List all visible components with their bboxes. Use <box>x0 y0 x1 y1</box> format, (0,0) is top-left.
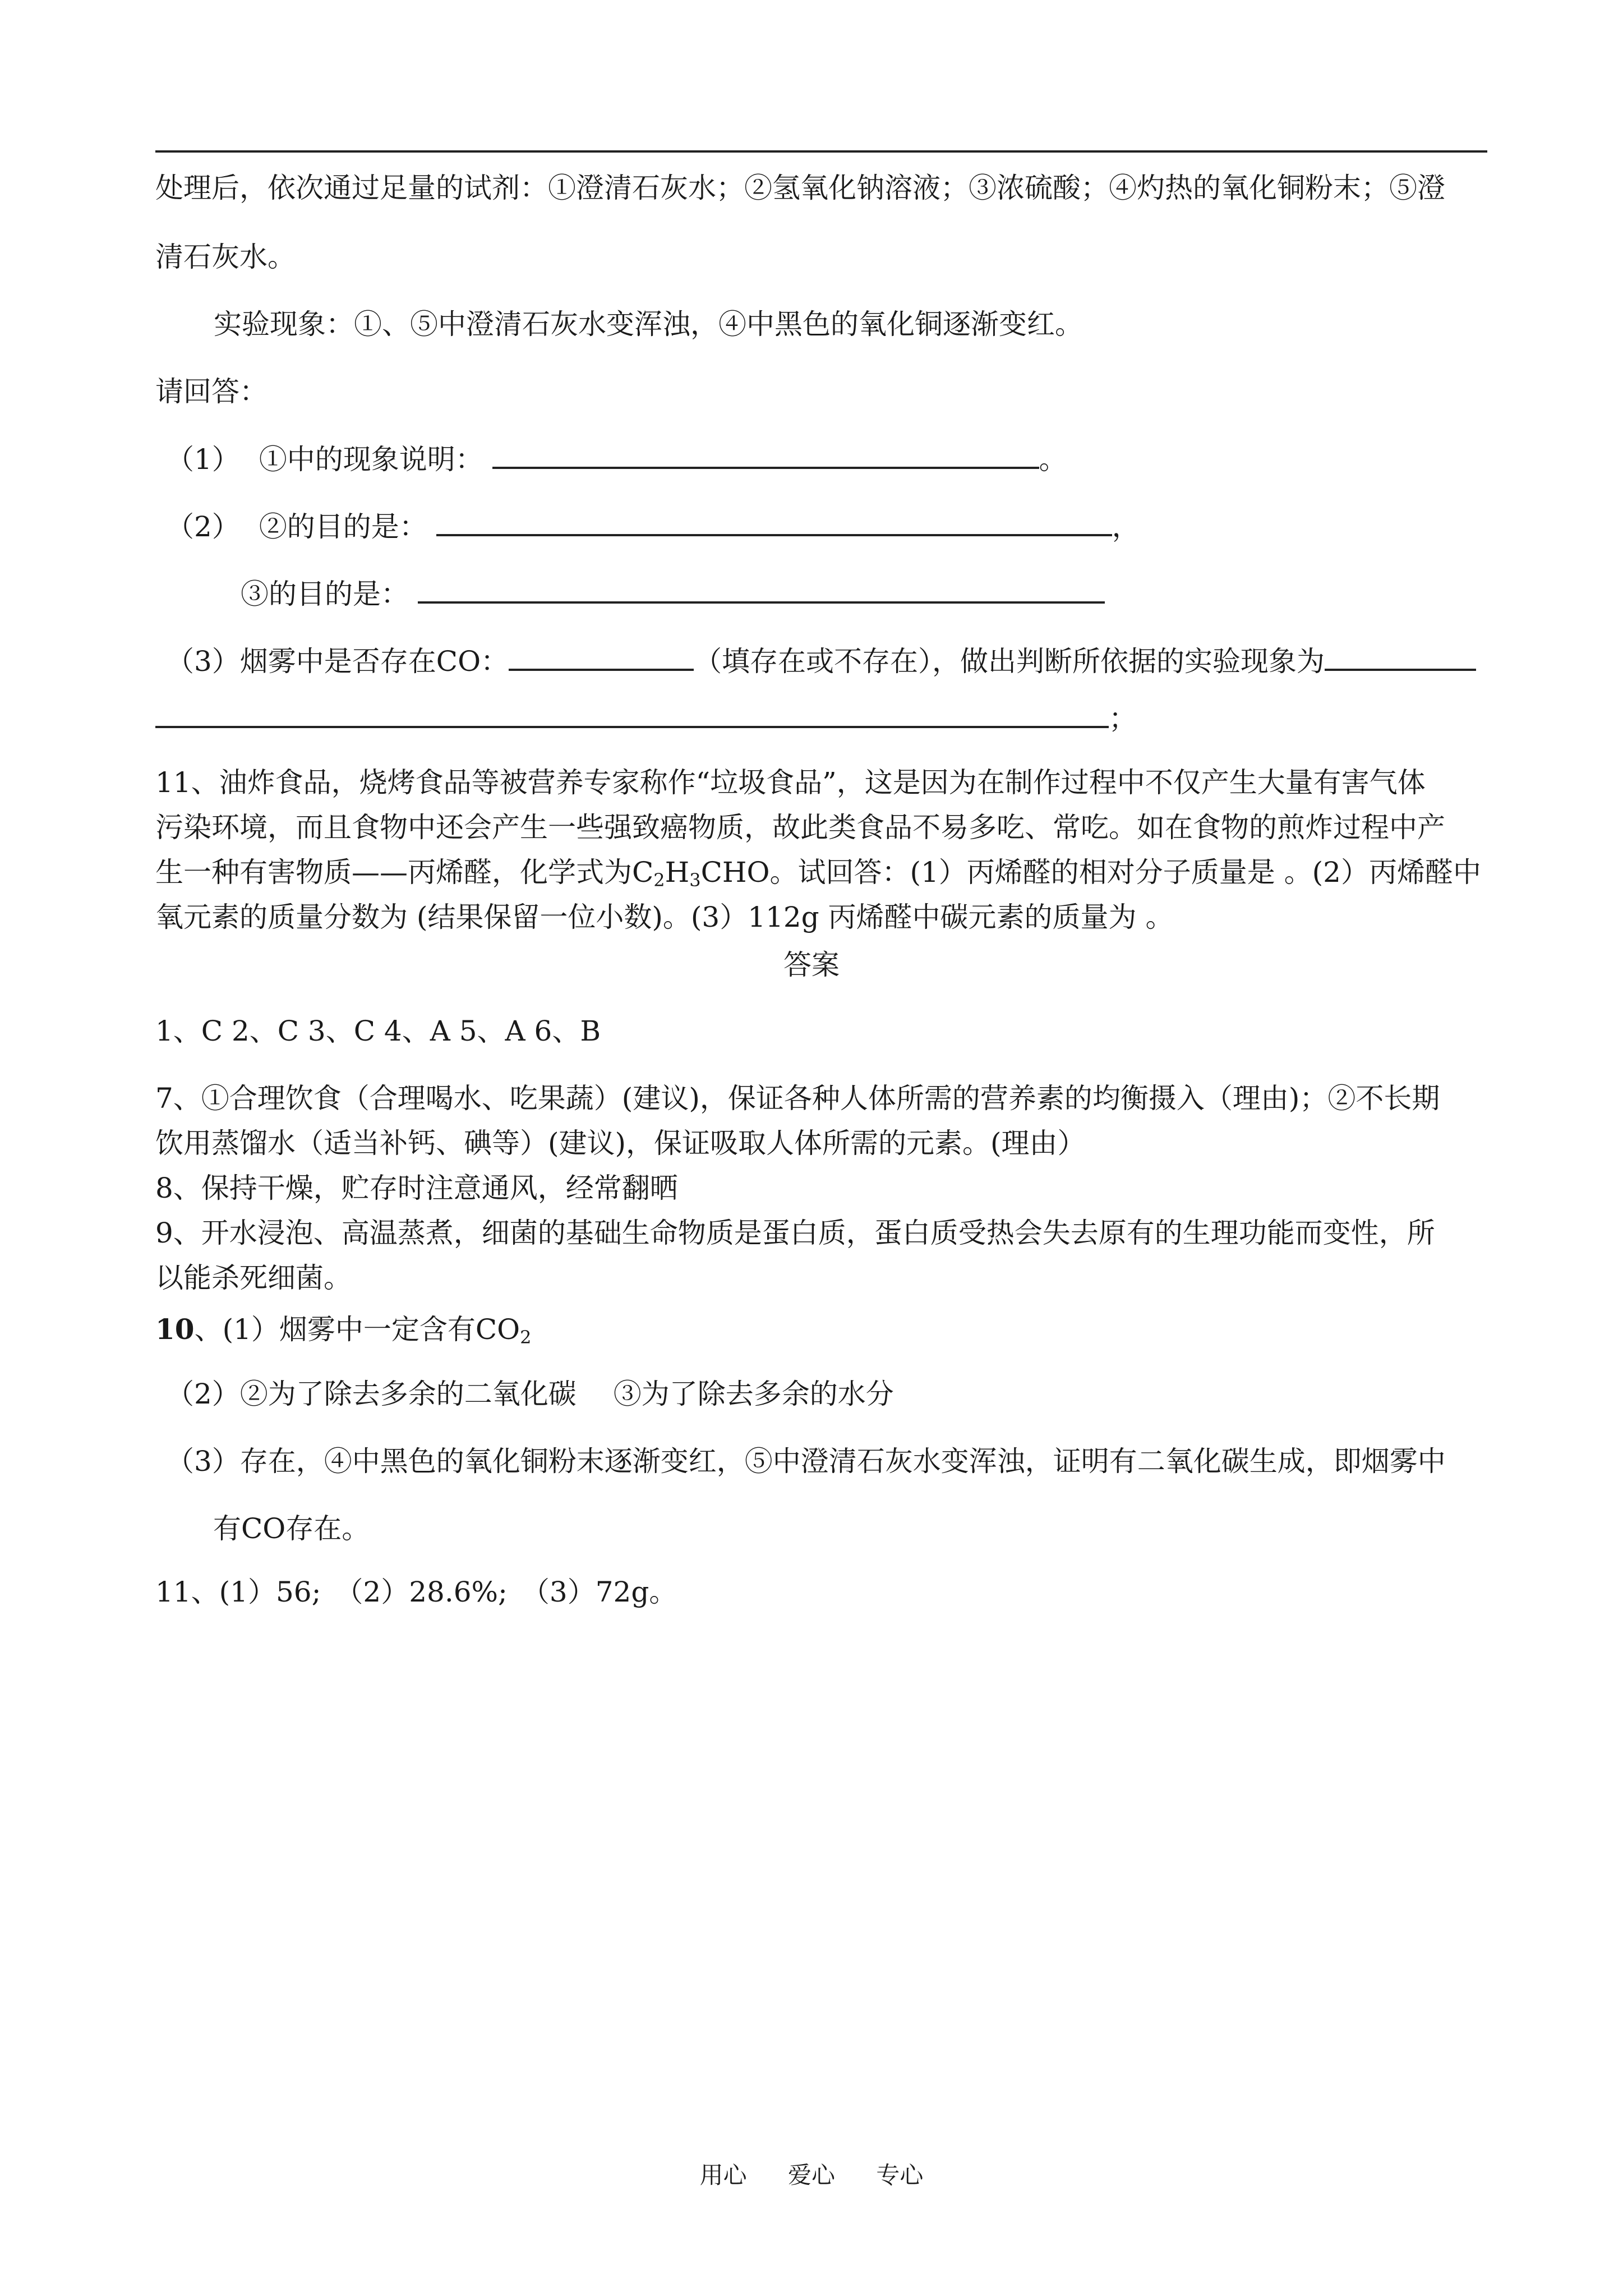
question-text: ①中的现象说明： <box>259 443 483 476</box>
footer-text: 爱心 <box>787 2161 835 2189</box>
text-line: 实验现象：①、⑤中澄清石灰水变浑浊，④中黑色的氧化铜逐渐变红。 <box>214 308 1083 341</box>
punctuation: ， <box>1112 510 1140 543</box>
question-3 <box>166 644 1476 678</box>
header-rule <box>155 150 1487 153</box>
answer-blank[interactable] <box>509 644 694 671</box>
text-run: 生一种有害物质——丙烯醛，化学式为C <box>155 856 654 889</box>
answer-line: 有CO存在。 <box>213 1512 370 1545</box>
footer-text: 专心 <box>876 2161 924 2189</box>
text-line: 清石灰水。 <box>155 241 296 273</box>
question-1 <box>166 442 1067 476</box>
subscript: 3 <box>689 869 701 891</box>
text-line: 11、油炸食品，烧烤食品等被营养专家称作“垃圾食品”，这是因为在制作过程中不仅产生大量有害气体 <box>155 766 1426 799</box>
answer-line: （3）存在，④中黑色的氧化铜粉末逐渐变红，⑤中澄清石灰水变浑浊，证明有二氧化碳生成，即烟雾中 <box>166 1445 1446 1478</box>
text-line: 处理后，依次通过足量的试剂：①澄清石灰水；②氢氧化钠溶液；③浓硫酸；④灼热的氧化铜粉末；⑤澄 <box>155 172 1445 204</box>
answer-line: 7、①合理饮食（合理喝水、吃果蔬）(建议)，保证各种人体所需的营养素的均衡摄入（理由)；②不长期 <box>155 1082 1440 1115</box>
answer-line: 饮用蒸馏水（适当补钙、碘等）(建议)，保证吸取人体所需的元素。(理由） <box>155 1127 1086 1159</box>
question-number: （1） <box>166 443 240 476</box>
question-2b <box>241 577 1105 611</box>
text-line <box>155 855 1481 889</box>
text-run: 、(1）烟雾中一定含有CO <box>194 1313 520 1346</box>
question-3-continued <box>155 701 1137 735</box>
answer-line: 9、开水浸泡、高温蒸煮，细菌的基础生命物质是蛋白质，蛋白质受热会失去原有的生理功能而变性，所 <box>155 1217 1435 1249</box>
answer-blank[interactable] <box>436 509 1112 536</box>
answer-blank[interactable] <box>418 577 1105 604</box>
footer-text: 用心 <box>699 2161 747 2189</box>
text-line: 污染环境，而且食物中还会产生一些强致癌物质，故此类食品不易多吃、常吃。如在食物的煎炸过程中产 <box>155 811 1445 844</box>
punctuation: ； <box>1109 702 1137 735</box>
question-text: ③的目的是： <box>241 578 409 610</box>
answer-line: （2）②为了除去多余的二氧化碳 ③为了除去多余的水分 <box>166 1378 894 1410</box>
text-run: H <box>665 856 690 889</box>
text-run: CHO。试回答：(1）丙烯醛的相对分子质量是 。(2）丙烯醛中 <box>700 856 1481 889</box>
punctuation: 。 <box>1039 443 1067 476</box>
page-footer <box>0 2157 1623 2191</box>
question-number: （2） <box>166 510 240 543</box>
answer-blank[interactable] <box>1325 644 1476 671</box>
text-line: 请回答： <box>155 375 268 408</box>
answer-line: 8、保持干燥，贮存时注意通风，经常翻晒 <box>155 1172 678 1204</box>
answer-title: 答案 <box>783 949 840 981</box>
answer-blank[interactable] <box>492 442 1039 469</box>
question-text: ②的目的是： <box>259 510 427 543</box>
answer-number: 10 <box>155 1313 195 1346</box>
answer-line <box>155 1313 532 1346</box>
subscript: 2 <box>653 869 665 891</box>
answer-line: 1、C 2、C 3、C 4、A 5、A 6、B <box>155 1015 601 1047</box>
question-text: （填存在或不存在），做出判断所依据的实验现象为 <box>694 645 1325 678</box>
subscript: 2 <box>520 1327 532 1348</box>
answer-line: 以能杀死细菌。 <box>155 1262 352 1294</box>
text-line: 氧元素的质量分数为 (结果保留一位小数)。(3）112g 丙烯醛中碳元素的质量为 。 <box>155 901 1174 933</box>
answer-blank[interactable] <box>155 701 1109 728</box>
answer-line: 11、(1）56; （2）28.6%; （3）72g。 <box>155 1576 677 1608</box>
question-text: （3）烟雾中是否存在CO： <box>166 645 509 678</box>
question-2a <box>166 509 1140 544</box>
